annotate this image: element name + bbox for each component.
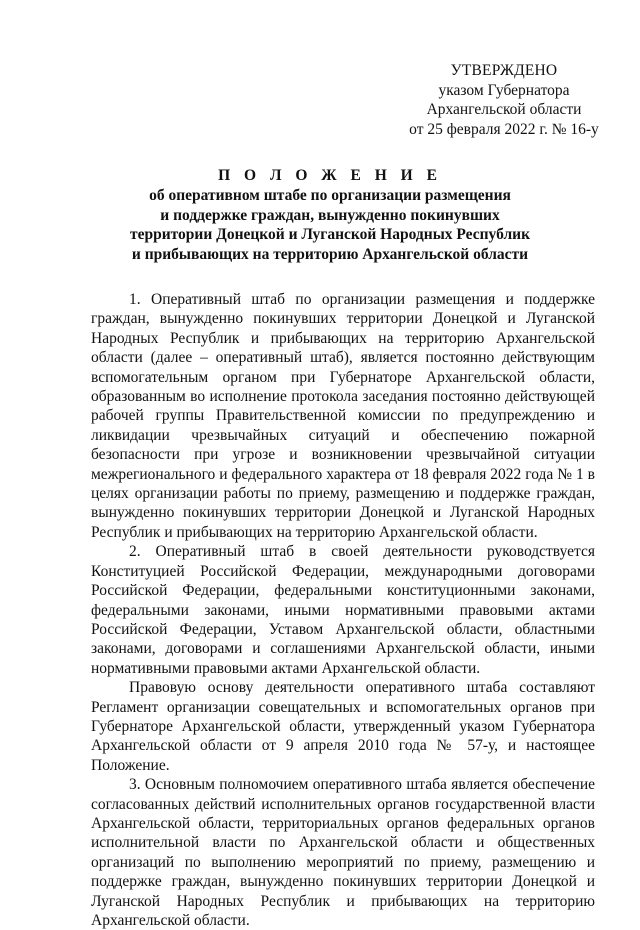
title-line-2: и поддержке граждан, вынужденно покинувших <box>160 206 500 224</box>
approval-region: Архангельской области <box>426 101 582 118</box>
document-type: П О Л О Ж Е Н И Е <box>218 167 442 184</box>
title-line-3: территории Донецкой и Луганской Народных Республик <box>129 226 531 244</box>
paragraph-1: 1. Оперативный штаб по организации размещения и поддержке граждан, вынужденно покинувших территории Донецкой и Луганской Народных Республик и прибывающих на территорию Архангельской области (далее – оперативный штаб), является постоянно действующим вспомогательным органом при Губернаторе Архангельской области, образованным во исполнение протокола заседания постоянно действующей рабочей группы Правительственной комиссии по предупреждению и ликвидации чрезвычайных ситуаций и обеспечению пожарной безопасности при угрозе и возникновении чрезвычайной ситуации межрегионального и федерального характера от 18 февраля 2022 года № 1 в целях организации работы по приему, размещению и поддержке граждан, вынужденно покинувших территории Донецкой и Луганской Народных Республик и прибывающих на территорию Архангельской области. <box>91 291 595 541</box>
approval-date: от 25 февраля 2022 г. № 16-у <box>409 120 599 138</box>
paragraph-legal-basis: Правовую основу деятельности оперативного штаба составляют Регламент организации совещательных и вспомогательных органов при Губернаторе Архангельской области, утвержденный указом Губернатора Архангельской области от 9 апреля 2010 года № 57-у, и настоящее Положение. <box>91 679 595 774</box>
document-title <box>60 166 600 264</box>
approval-stamp <box>404 61 604 139</box>
title-line-4: и прибывающих на территорию Архангельской области <box>131 245 529 263</box>
approval-issuer: указом Губернатора <box>438 81 570 99</box>
document-body <box>91 290 595 930</box>
paragraph-2: 2. Оперативный штаб в своей деятельности руководствуется Конституцией Российской Федерации, международными договорами Российской Федерации, федеральными конституционными законами, федеральными законами, иными нормативными правовыми актами Российской Федерации, Уставом Архангельской области, областными законами, договорами и соглашениями Архангельской области, иными нормативными правовыми актами Архангельской области. <box>91 543 595 677</box>
title-line-1: об оперативном штабе по организации размещения <box>149 187 511 205</box>
approval-heading: УТВЕРЖДЕНО <box>450 62 558 79</box>
paragraph-3: 3. Основным полномочием оперативного штаба является обеспечение согласованных действий исполнительных органов государственной власти Архангельской области, территориальных органов федеральных органов исполнительной власти по Архангельской области и общественных организаций по выполнению мероприятий по приему, размещению и поддержке граждан, вынужденно покинувших территории Донецкой и Луганской Народных Республик и прибывающих на территорию Архангельской области. <box>91 776 595 929</box>
